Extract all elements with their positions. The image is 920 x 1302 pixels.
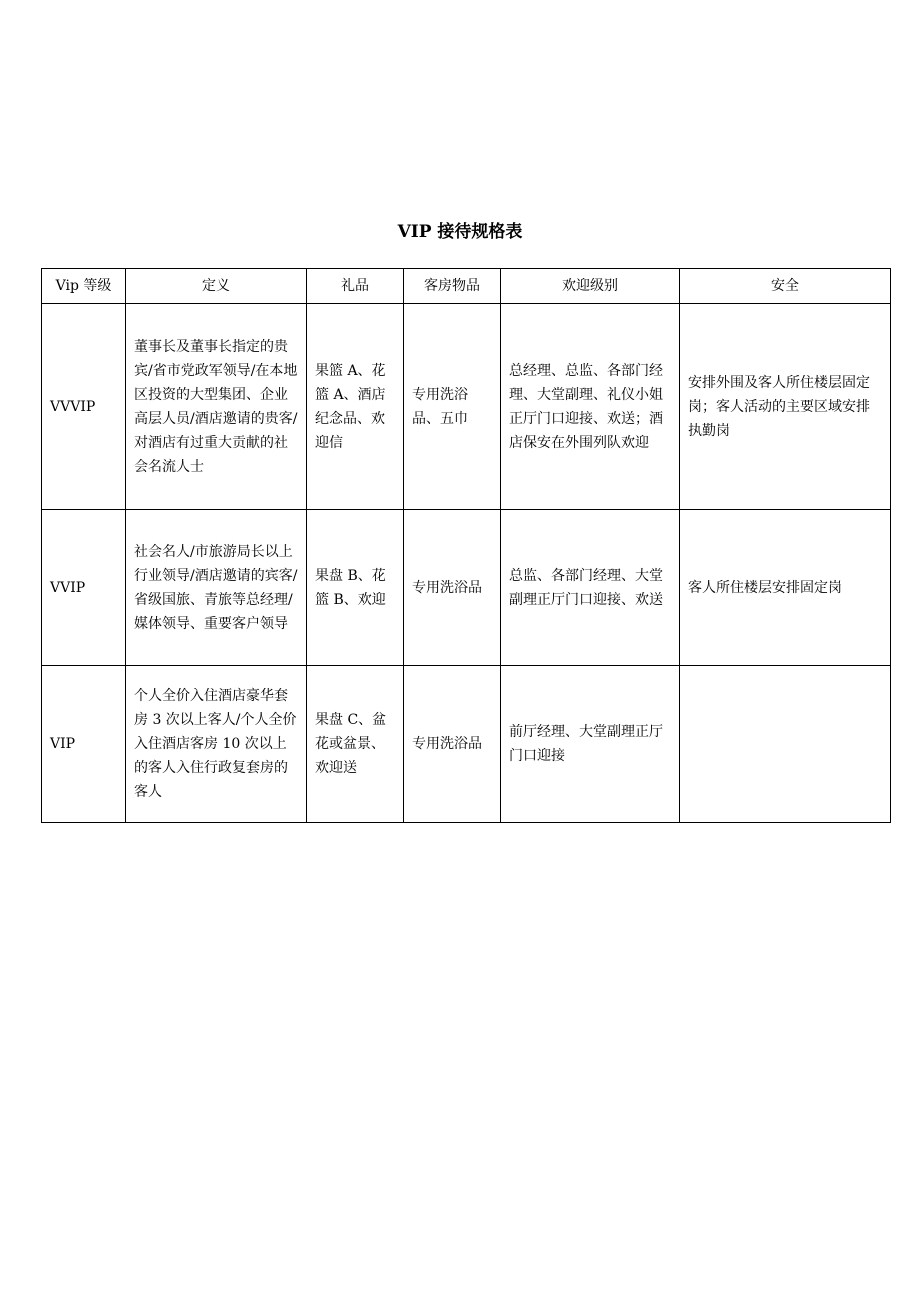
cell-welcome: 总经理、总监、各部门经理、大堂副理、礼仪小姐正厅门口迎接、欢送；酒店保安在外围列队欢迎 [501,304,680,510]
cell-security [680,666,891,823]
cell-gift: 果篮 A、花篮 A、酒店纪念品、欢迎信 [307,304,404,510]
cell-room-items: 专用洗浴品、五巾 [404,304,501,510]
header-security: 安全 [680,269,891,304]
cell-security: 安排外围及客人所住楼层固定岗；客人活动的主要区域安排执勤岗 [680,304,891,510]
cell-level: VIP [42,666,126,823]
cell-definition: 董事长及董事长指定的贵宾/省市党政军领导/在本地区投资的大型集团、企业高层人员/酒店邀请的贵客/对酒店有过重大贡献的社会名流人士 [126,304,307,510]
cell-room-items: 专用洗浴品 [404,510,501,666]
cell-security: 客人所住楼层安排固定岗 [680,510,891,666]
header-welcome: 欢迎级别 [501,269,680,304]
cell-definition: 个人全价入住酒店豪华套房 3 次以上客人/个人全价入住酒店客房 10 次以上的客人入住行政复套房的客人 [126,666,307,823]
table-row [42,304,891,510]
cell-welcome: 总监、各部门经理、大堂副理正厅门口迎接、欢送 [501,510,680,666]
cell-welcome: 前厅经理、大堂副理正厅门口迎接 [501,666,680,823]
cell-gift: 果盘 B、花篮 B、欢迎 [307,510,404,666]
cell-room-items: 专用洗浴品 [404,666,501,823]
cell-level: VVIP [42,510,126,666]
header-level: Vip 等级 [42,269,126,304]
cell-level: VVVIP [42,304,126,510]
header-definition: 定义 [126,269,307,304]
cell-definition: 社会名人/市旅游局长以上行业领导/酒店邀请的宾客/省级国旅、青旅等总经理/媒体领导、重要客户领导 [126,510,307,666]
document-title: VIP 接待规格表 [397,222,523,242]
header-room-items: 客房物品 [404,269,501,304]
table-row [42,666,891,823]
header-gift: 礼品 [307,269,404,304]
table-row [42,510,891,666]
cell-gift: 果盘 C、盆花或盆景、欢迎送 [307,666,404,823]
vip-reception-table [41,268,891,823]
table-header-row [42,269,891,304]
